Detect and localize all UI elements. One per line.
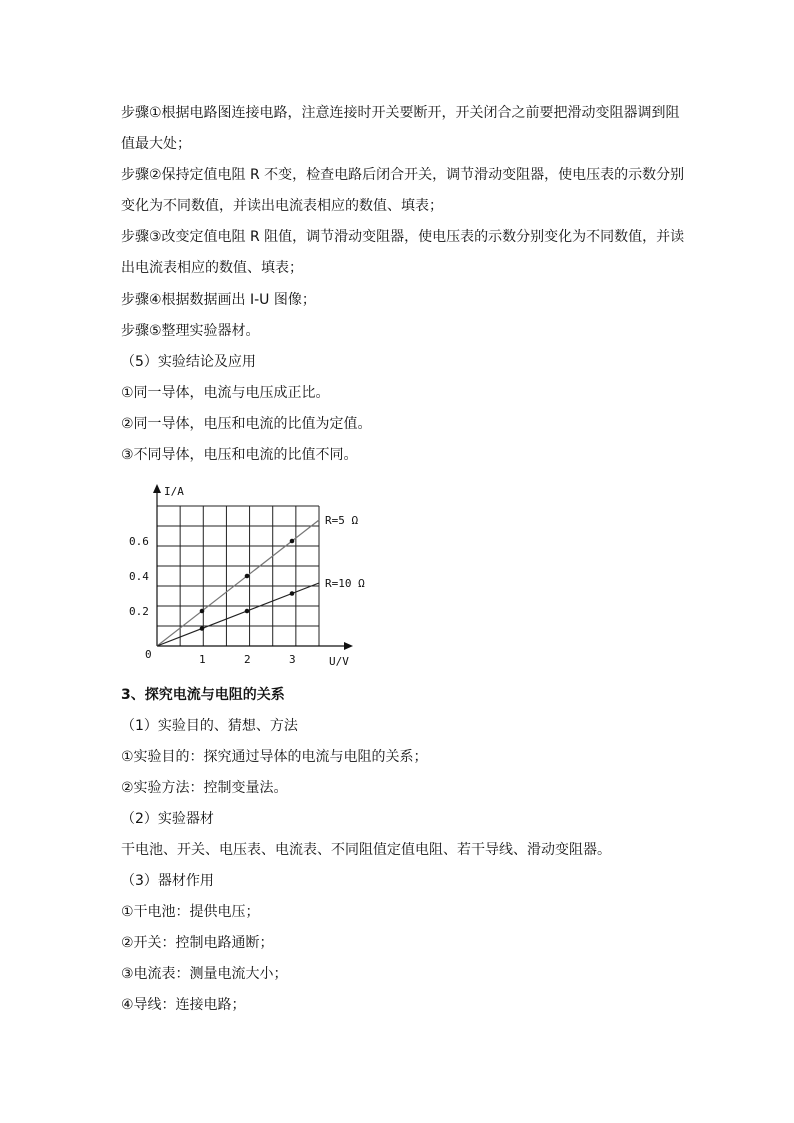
x-tick-label: 1 [199,653,206,666]
text-line: 值最大处； [121,136,191,152]
text-line: ①实验目的：探究通过导体的电流与电阻的关系； [121,749,428,765]
text-line: 出电流表相应的数值、填表； [121,260,303,276]
data-point [245,609,250,614]
x-axis-label: U/V [329,655,349,668]
y-axis-label: I/A [164,485,184,498]
x-tick-label: 2 [244,653,251,666]
y-tick-label: 0.6 [129,535,149,548]
i-u-chart [128,478,378,672]
data-point [290,539,295,544]
text-line: 步骤①根据电路图连接电路，注意连接时开关要断开，开关闭合之前要把滑动变阻器调到阻 [121,105,680,121]
text-line: ②开关：控制电路通断； [121,935,274,951]
text-line: ②同一导体，电压和电流的比值为定值。 [121,416,372,432]
x-axis-arrow [344,642,353,650]
subsection-heading: （1）实验目的、猜想、方法 [121,718,298,734]
subsection-heading: （5）实验结论及应用 [121,354,256,370]
y-tick-label: 0.2 [129,605,149,618]
subsection-heading: （3）器材作用 [121,873,214,889]
text-line: ③不同导体，电压和电流的比值不同。 [121,447,358,463]
data-point [290,591,295,596]
text-line: ②实验方法：控制变量法。 [121,780,288,796]
series-label: R=5 Ω [325,514,359,527]
origin-label: 0 [145,648,152,661]
text-line: ①干电池：提供电压； [121,904,260,920]
text-line: ③电流表：测量电流大小； [121,966,288,982]
series-label: R=10 Ω [325,577,365,590]
y-axis-arrow [153,484,161,493]
text-line: 干电池、开关、电压表、电流表、不同阻值定值电阻、若干导线、滑动变阻器。 [121,842,611,858]
series-line [157,583,319,646]
text-line: 步骤④根据数据画出 I-U 图像； [121,292,316,308]
text-line: ④导线：连接电路； [121,997,246,1013]
x-tick-label: 3 [289,653,296,666]
text-line: 步骤⑤整理实验器材。 [121,323,260,339]
series-line [157,520,319,646]
text-line: 步骤②保持定值电阻 R 不变，检查电路后闭合开关，调节滑动变阻器，使电压表的示数分别 [121,167,685,183]
data-point [200,609,205,614]
text-line: 步骤③改变定值电阻 R 阻值，调节滑动变阻器，使电压表的示数分别变化为不同数值，并读 [121,229,685,245]
subsection-heading: （2）实验器材 [121,811,214,827]
data-point [200,626,205,631]
y-tick-label: 0.4 [129,570,149,583]
section-heading: 3、探究电流与电阻的关系 [121,687,285,703]
data-point [245,574,250,579]
text-line: ①同一导体，电流与电压成正比。 [121,385,330,401]
text-line: 变化为不同数值，并读出电流表相应的数值、填表； [121,198,443,214]
